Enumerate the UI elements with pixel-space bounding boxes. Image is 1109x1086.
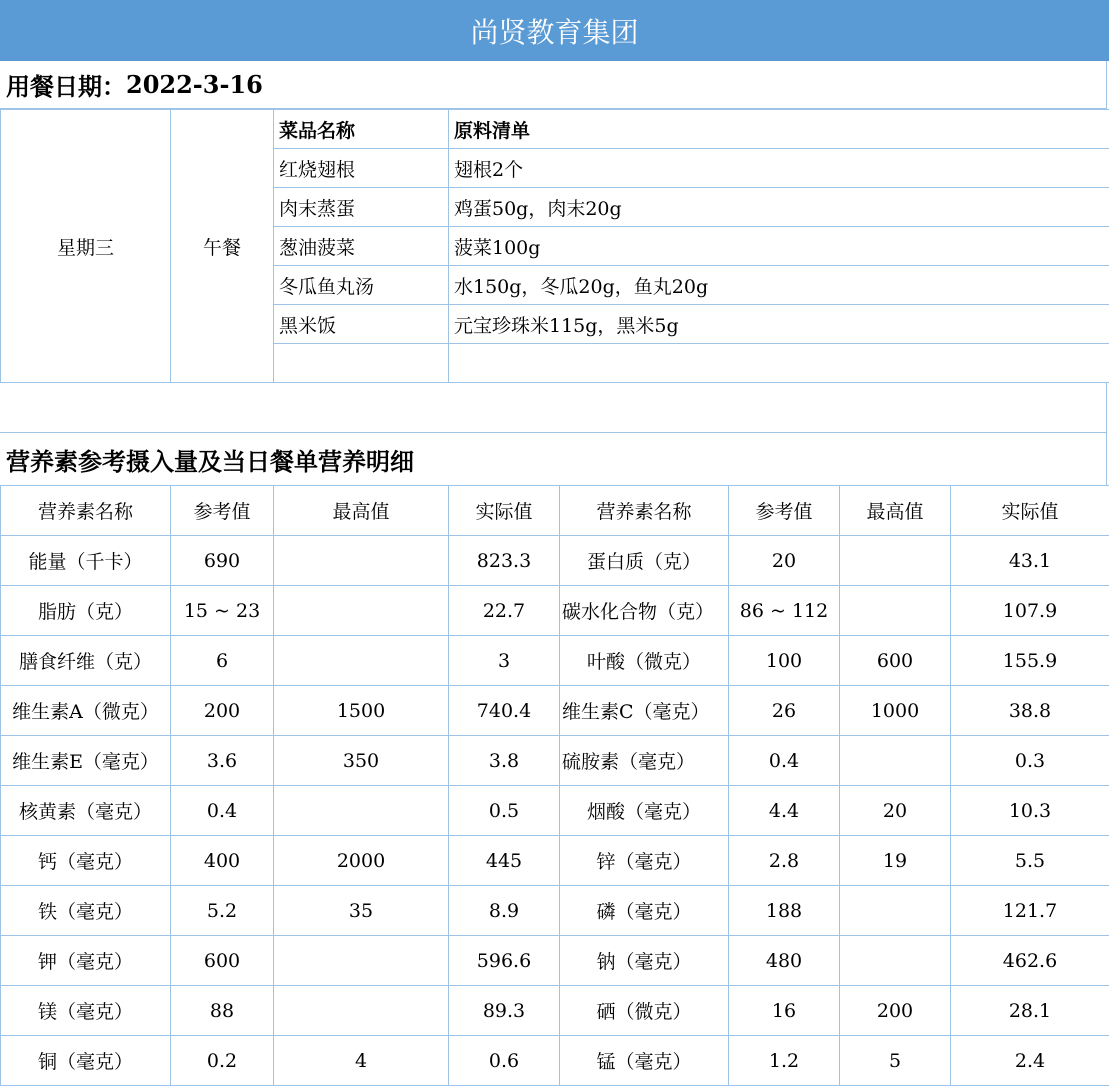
menu-ingredients-cell: 鸡蛋50g，肉末20g — [449, 188, 1109, 227]
nutrition-max-value-cell: 1000 — [840, 686, 951, 736]
page-title: 尚贤教育集团 — [470, 11, 638, 51]
menu-dish-name-cell: 葱油菠菜 — [274, 227, 449, 266]
nutrition-actual-value-cell: 445 — [449, 836, 560, 886]
nutrition-row — [1, 936, 1109, 986]
nutrition-header-reference-value: 参考值 — [729, 486, 840, 536]
nutrition-actual-value-cell: 596.6 — [449, 936, 560, 986]
nutrition-actual-value-cell: 43.1 — [951, 536, 1109, 586]
nutrition-max-value-cell: 35 — [274, 886, 449, 936]
nutrition-nutrient-name-cell: 磷（毫克） — [560, 886, 729, 936]
nutrition-actual-value-cell: 3 — [449, 636, 560, 686]
nutrition-reference-value-cell: 5.2 — [171, 886, 274, 936]
nutrition-actual-value-cell: 10.3 — [951, 786, 1109, 836]
day-cell: 星期三 — [1, 110, 171, 383]
nutrition-nutrient-name-cell: 锰（毫克） — [560, 1036, 729, 1086]
nutrition-reference-value-cell: 600 — [171, 936, 274, 986]
nutrition-row — [1, 836, 1109, 886]
menu-table — [0, 109, 1109, 383]
nutrition-max-value-cell: 200 — [840, 986, 951, 1036]
nutrition-max-value-cell — [274, 536, 449, 586]
nutrition-nutrient-name-cell: 蛋白质（克） — [560, 536, 729, 586]
menu-dish-name-cell: 红烧翅根 — [274, 149, 449, 188]
nutrition-nutrient-name-cell: 锌（毫克） — [560, 836, 729, 886]
menu-ingredients-cell: 元宝珍珠米115g，黑米5g — [449, 305, 1109, 344]
nutrition-reference-value-cell: 88 — [171, 986, 274, 1036]
nutrition-actual-value-cell: 462.6 — [951, 936, 1109, 986]
nutrition-max-value-cell — [840, 586, 951, 636]
nutrition-header-max-value: 最高值 — [274, 486, 449, 536]
nutrition-reference-value-cell: 0.4 — [729, 736, 840, 786]
nutrition-actual-value-cell: 89.3 — [449, 986, 560, 1036]
menu-header-dish: 菜品名称 — [274, 110, 449, 149]
nutrition-nutrient-name-cell: 铜（毫克） — [1, 1036, 171, 1086]
nutrition-actual-value-cell: 155.9 — [951, 636, 1109, 686]
nutrition-row — [1, 786, 1109, 836]
meal-date-label: 用餐日期： — [6, 67, 126, 102]
nutrition-actual-value-cell: 740.4 — [449, 686, 560, 736]
nutrition-nutrient-name-cell: 膳食纤维（克） — [1, 636, 171, 686]
nutrition-max-value-cell — [274, 936, 449, 986]
nutrition-reference-value-cell: 690 — [171, 536, 274, 586]
nutrition-nutrient-name-cell: 维生素E（毫克） — [1, 736, 171, 786]
nutrition-actual-value-cell: 121.7 — [951, 886, 1109, 936]
nutrition-reference-value-cell: 86 ~ 112 — [729, 586, 840, 636]
menu-dish-name-cell: 冬瓜鱼丸汤 — [274, 266, 449, 305]
nutrition-header-actual-value: 实际值 — [951, 486, 1109, 536]
nutrition-nutrient-name-cell: 钠（毫克） — [560, 936, 729, 986]
nutrition-actual-value-cell: 0.3 — [951, 736, 1109, 786]
nutrition-max-value-cell — [840, 886, 951, 936]
nutrition-header-actual-value: 实际值 — [449, 486, 560, 536]
nutrition-nutrient-name-cell: 钾（毫克） — [1, 936, 171, 986]
meal-date-row — [0, 61, 1107, 109]
nutrition-row — [1, 636, 1109, 686]
nutrition-row — [1, 986, 1109, 1036]
meal-date-value: 2022-3-16 — [126, 70, 263, 99]
nutrition-max-value-cell — [274, 636, 449, 686]
menu-header-ingredients: 原料清单 — [449, 110, 1109, 149]
nutrition-section-title: 营养素参考摄入量及当日餐单营养明细 — [0, 433, 1107, 485]
nutrition-reference-value-cell: 20 — [729, 536, 840, 586]
menu-dish-name-cell: 黑米饭 — [274, 305, 449, 344]
nutrition-actual-value-cell: 22.7 — [449, 586, 560, 636]
nutrition-nutrient-name-cell: 硫胺素（毫克） — [560, 736, 729, 786]
nutrition-reference-value-cell: 4.4 — [729, 786, 840, 836]
nutrition-nutrient-name-cell: 硒（微克） — [560, 986, 729, 1036]
nutrition-nutrient-name-cell: 烟酸（毫克） — [560, 786, 729, 836]
page-title-banner — [0, 0, 1109, 61]
meal-cell: 午餐 — [171, 110, 274, 383]
nutrition-reference-value-cell: 480 — [729, 936, 840, 986]
nutrition-reference-value-cell: 100 — [729, 636, 840, 686]
nutrition-nutrient-name-cell: 叶酸（微克） — [560, 636, 729, 686]
nutrition-actual-value-cell: 28.1 — [951, 986, 1109, 1036]
nutrition-row — [1, 586, 1109, 636]
nutrition-reference-value-cell: 15 ~ 23 — [171, 586, 274, 636]
nutrition-actual-value-cell: 0.5 — [449, 786, 560, 836]
nutrition-header-reference-value: 参考值 — [171, 486, 274, 536]
nutrition-reference-value-cell: 200 — [171, 686, 274, 736]
nutrition-actual-value-cell: 107.9 — [951, 586, 1109, 636]
nutrition-reference-value-cell: 1.2 — [729, 1036, 840, 1086]
nutrition-row — [1, 886, 1109, 936]
nutrition-max-value-cell — [840, 536, 951, 586]
nutrition-actual-value-cell: 823.3 — [449, 536, 560, 586]
nutrition-max-value-cell: 20 — [840, 786, 951, 836]
spacer-row — [0, 383, 1107, 433]
menu-header-row — [1, 110, 1109, 149]
nutrition-max-value-cell: 350 — [274, 736, 449, 786]
nutrition-max-value-cell — [840, 736, 951, 786]
menu-ingredients-cell: 菠菜100g — [449, 227, 1109, 266]
nutrition-row — [1, 1036, 1109, 1086]
nutrition-max-value-cell: 19 — [840, 836, 951, 886]
nutrition-header-nutrient-name: 营养素名称 — [560, 486, 729, 536]
nutrition-header-max-value: 最高值 — [840, 486, 951, 536]
nutrition-nutrient-name-cell: 镁（毫克） — [1, 986, 171, 1036]
menu-dish-name-cell: 肉末蒸蛋 — [274, 188, 449, 227]
nutrition-table — [0, 485, 1109, 1086]
nutrition-reference-value-cell: 0.4 — [171, 786, 274, 836]
nutrition-actual-value-cell: 2.4 — [951, 1036, 1109, 1086]
nutrition-reference-value-cell: 0.2 — [171, 1036, 274, 1086]
menu-ingredients-cell — [449, 344, 1109, 383]
nutrition-reference-value-cell: 188 — [729, 886, 840, 936]
nutrition-nutrient-name-cell: 铁（毫克） — [1, 886, 171, 936]
nutrition-nutrient-name-cell: 碳水化合物（克） — [560, 586, 729, 636]
nutrition-max-value-cell: 5 — [840, 1036, 951, 1086]
nutrition-row — [1, 686, 1109, 736]
nutrition-row — [1, 736, 1109, 786]
nutrition-actual-value-cell: 3.8 — [449, 736, 560, 786]
nutrition-nutrient-name-cell: 维生素C（毫克） — [560, 686, 729, 736]
nutrition-nutrient-name-cell: 能量（千卡） — [1, 536, 171, 586]
nutrition-actual-value-cell: 8.9 — [449, 886, 560, 936]
nutrition-max-value-cell: 600 — [840, 636, 951, 686]
nutrition-reference-value-cell: 26 — [729, 686, 840, 736]
nutrition-reference-value-cell: 400 — [171, 836, 274, 886]
nutrition-actual-value-cell: 38.8 — [951, 686, 1109, 736]
nutrition-max-value-cell — [274, 986, 449, 1036]
nutrition-nutrient-name-cell: 维生素A（微克） — [1, 686, 171, 736]
nutrition-reference-value-cell: 16 — [729, 986, 840, 1036]
menu-ingredients-cell: 水150g，冬瓜20g，鱼丸20g — [449, 266, 1109, 305]
nutrition-row — [1, 536, 1109, 586]
nutrition-max-value-cell: 1500 — [274, 686, 449, 736]
nutrition-reference-value-cell: 6 — [171, 636, 274, 686]
nutrition-header-nutrient-name: 营养素名称 — [1, 486, 171, 536]
menu-dish-name-cell — [274, 344, 449, 383]
nutrition-max-value-cell — [274, 586, 449, 636]
nutrition-nutrient-name-cell: 钙（毫克） — [1, 836, 171, 886]
nutrition-actual-value-cell: 0.6 — [449, 1036, 560, 1086]
nutrition-nutrient-name-cell: 核黄素（毫克） — [1, 786, 171, 836]
nutrition-max-value-cell — [274, 786, 449, 836]
nutrition-max-value-cell: 4 — [274, 1036, 449, 1086]
nutrition-nutrient-name-cell: 脂肪（克） — [1, 586, 171, 636]
nutrition-max-value-cell — [840, 936, 951, 986]
nutrition-actual-value-cell: 5.5 — [951, 836, 1109, 886]
nutrition-reference-value-cell: 3.6 — [171, 736, 274, 786]
nutrition-header-row — [1, 486, 1109, 536]
nutrition-max-value-cell: 2000 — [274, 836, 449, 886]
menu-ingredients-cell: 翅根2个 — [449, 149, 1109, 188]
nutrition-reference-value-cell: 2.8 — [729, 836, 840, 886]
